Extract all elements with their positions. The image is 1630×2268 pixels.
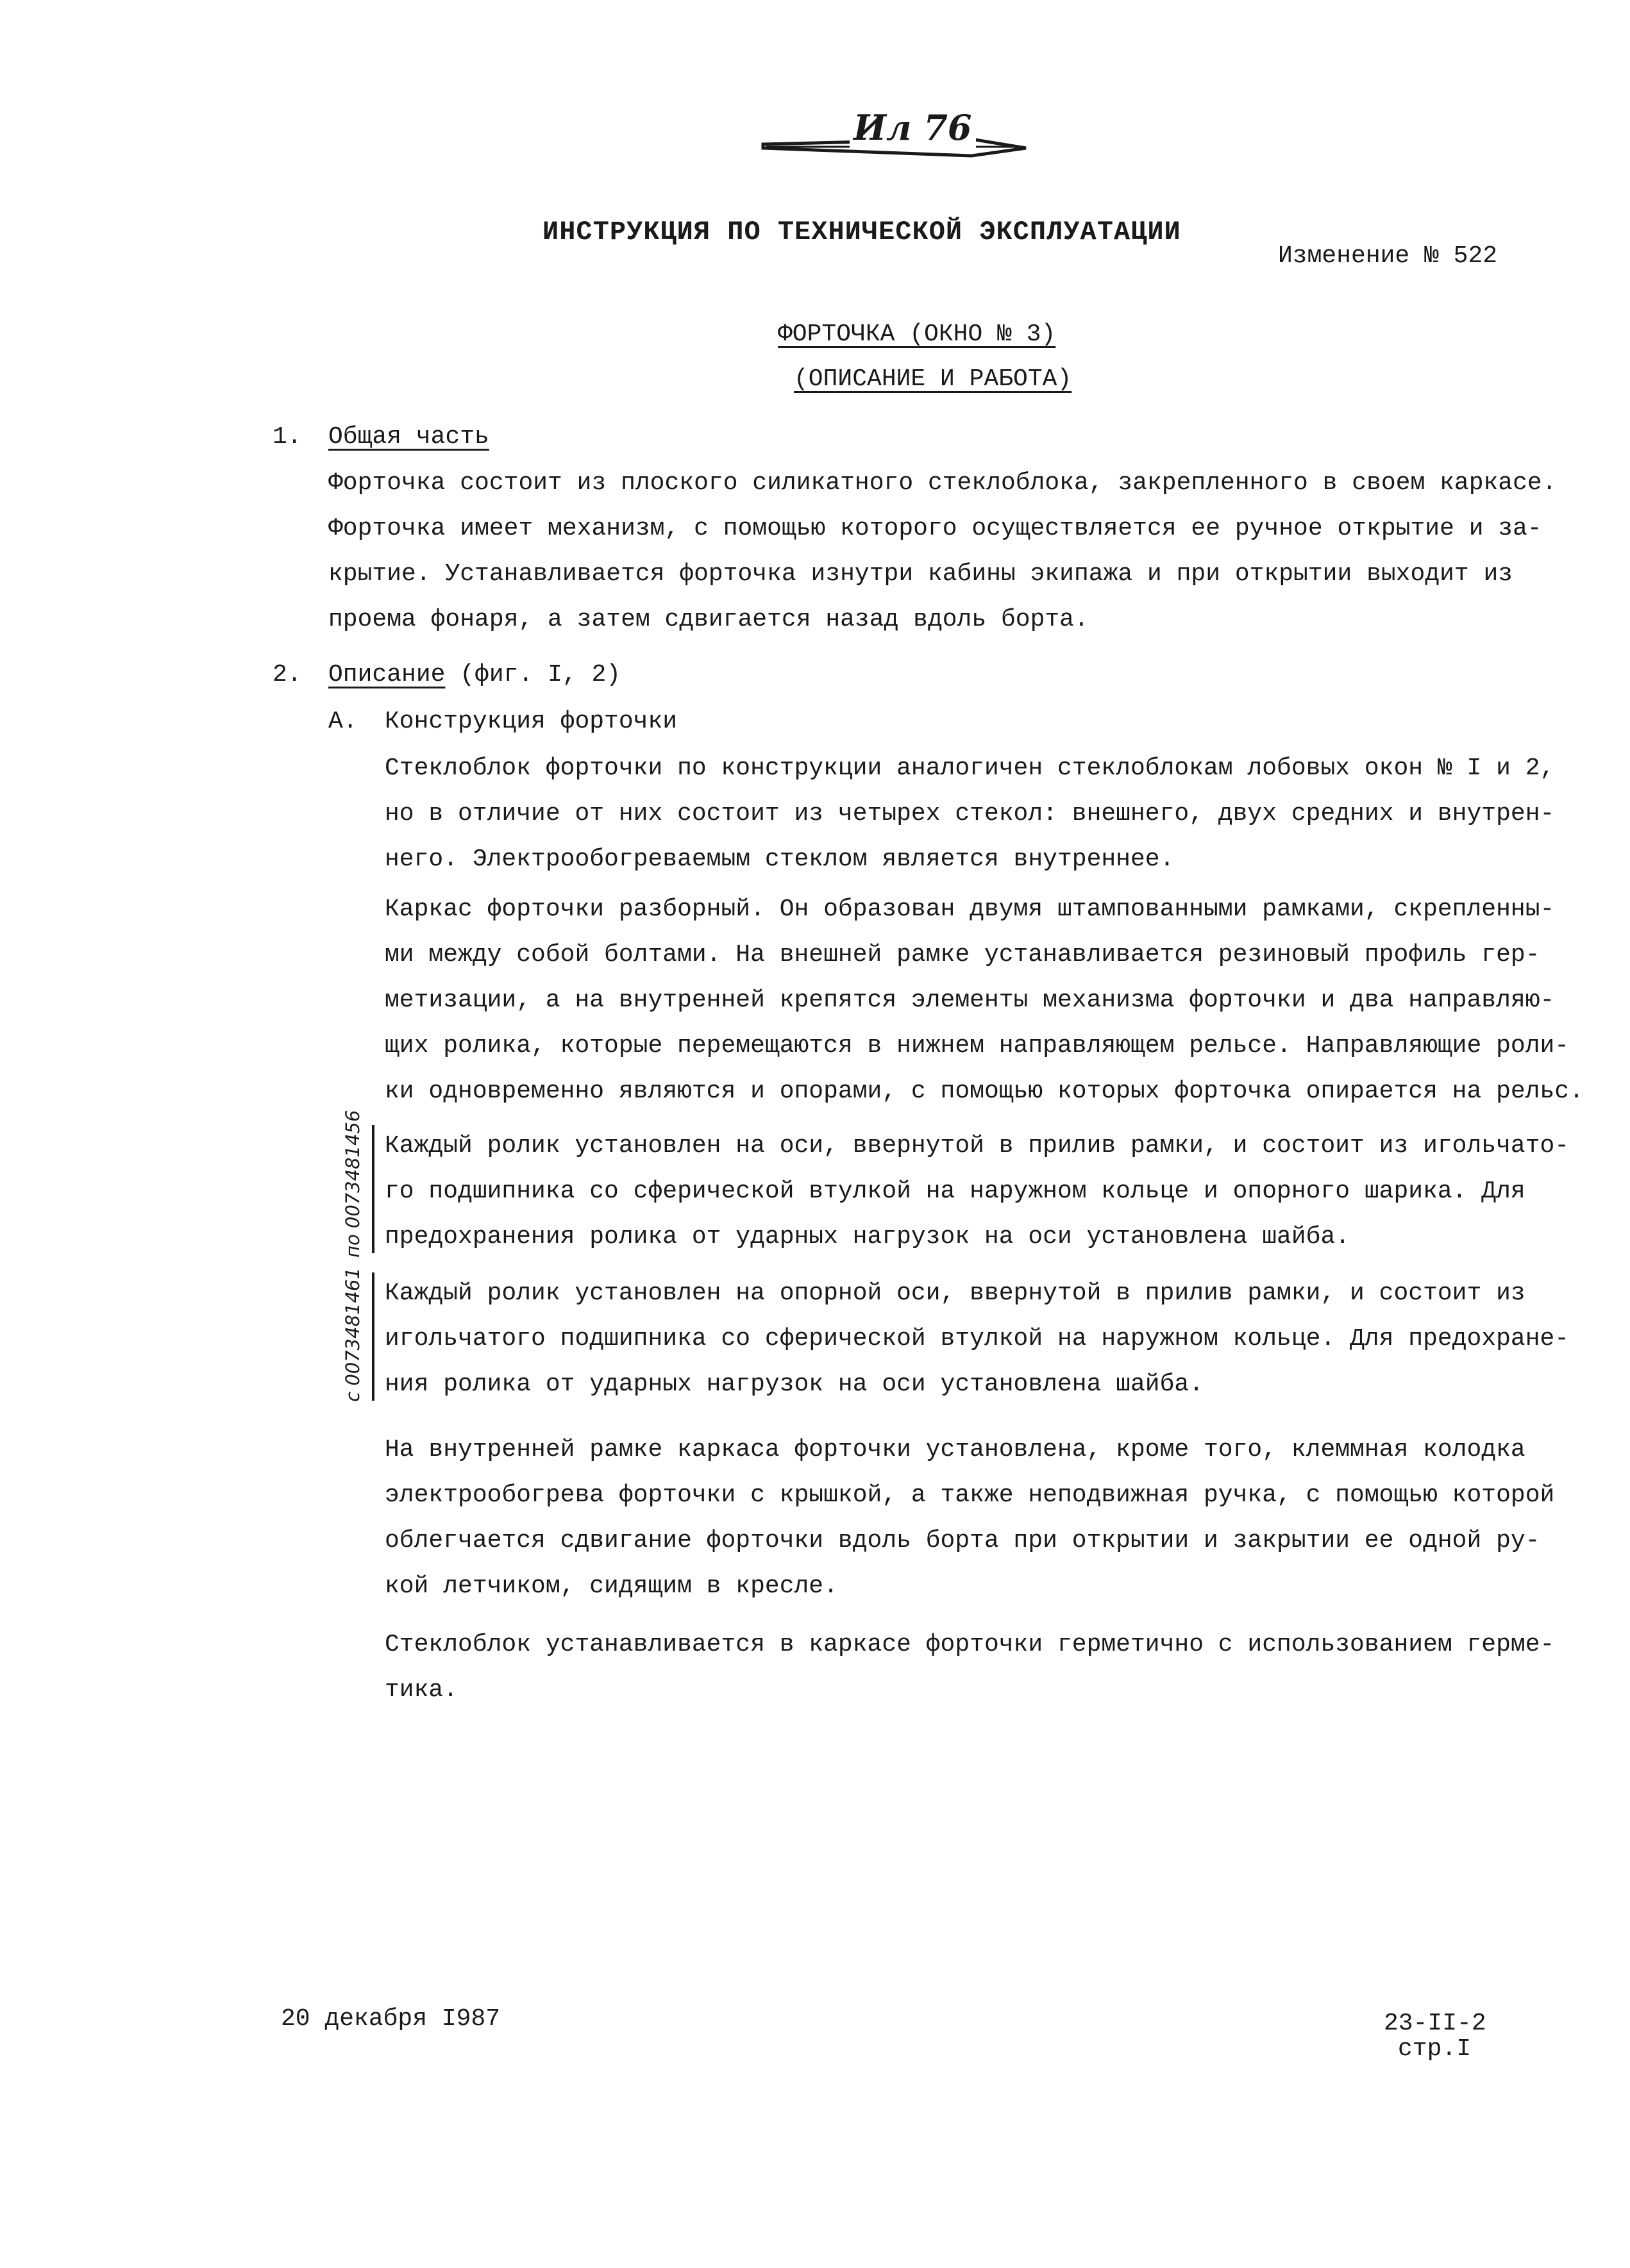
section2-heading-row xyxy=(328,661,621,688)
text-line: Каждый ролик установлен на опорной оси, ввернутой в прилив рамки, и состоит из xyxy=(385,1280,1525,1307)
text-line: облегчается сдвигание форточки вдоль борта при открытии и закрытии ее одной ру- xyxy=(385,1527,1540,1555)
footer-doc-code: 23-II-2 xyxy=(1384,2010,1486,2037)
change-number: Изменение № 522 xyxy=(1278,242,1498,270)
text-line: Форточка состоит из плоского силикатного стеклоблока, закрепленного в своем каркасе. xyxy=(328,469,1557,497)
effectivity-mark-until: по 0073481456 xyxy=(342,1110,364,1258)
section2-figure-ref: (фиг. I, 2) xyxy=(445,661,621,688)
section1-heading: Общая часть xyxy=(328,423,489,451)
text-line: Форточка имеет механизм, с помощью которого осуществляется ее ручное открытие и за- xyxy=(328,515,1542,542)
text-line: проема фонаря, а затем сдвигается назад вдоль борта. xyxy=(328,606,1089,633)
text-line: но в отличие от них состоит из четырех стекол: внешнего, двух средних и внутрен- xyxy=(385,800,1555,828)
doc-title-line1: ФОРТОЧКА (ОКНО № 3) xyxy=(778,321,1056,348)
footer-date: 20 декабря I987 xyxy=(281,2005,501,2033)
change-bar xyxy=(372,1125,374,1253)
text-line: Стеклоблок устанавливается в каркасе форточки герметично с использованием герме- xyxy=(385,1631,1555,1658)
section2-heading: Описание xyxy=(328,661,446,688)
text-line: игольчатого подшипника со сферической втулкой на наружном кольце. Для предохране- xyxy=(385,1325,1570,1353)
effectivity-mark-from: с 0073481461 xyxy=(342,1267,364,1402)
text-line: Каркас форточки разборный. Он образован двумя штампованными рамками, скрепленны- xyxy=(385,896,1555,923)
change-bar xyxy=(372,1272,374,1401)
paragraph-roller-new xyxy=(385,1271,1569,1407)
subsection-heading: Конструкция форточки xyxy=(385,708,678,735)
text-line: го подшипника со сферической втулкой на наружном кольце и опорного шарика. Для xyxy=(385,1178,1525,1205)
text-line: метизации, а на внутренней крепятся элементы механизма форточки и два направляю- xyxy=(385,987,1555,1014)
text-line: ми между собой болтами. На внешней рамке устанавливается резиновый профиль гер- xyxy=(385,941,1540,969)
paragraph-glass-block xyxy=(385,746,1554,882)
document-series-title: ИНСТРУКЦИЯ ПО ТЕХНИЧЕСКОЙ ЭКСПЛУАТАЦИИ xyxy=(542,217,1181,247)
footer-page-number: стр.I xyxy=(1398,2035,1472,2063)
handwritten-stamp xyxy=(760,106,1029,163)
text-line: ки одновременно являются и опорами, с помощью которых форточка опирается на рельс. xyxy=(385,1078,1584,1105)
paragraph-frame xyxy=(385,887,1584,1114)
text-line: крытие. Устанавливается форточка изнутри кабины экипажа и при открытии выходит из xyxy=(328,560,1513,588)
doc-title-line2: (ОПИСАНИЕ И РАБОТА) xyxy=(794,365,1072,393)
stamp-text: Ил 76 xyxy=(850,107,976,148)
section1-body xyxy=(328,460,1557,642)
text-line: тика. xyxy=(385,1676,458,1704)
text-line: предохранения ролика от ударных нагрузок на оси установлена шайба. xyxy=(385,1223,1350,1251)
text-line: Стеклоблок форточки по конструкции аналогичен стеклоблокам лобовых окон № I и 2, xyxy=(385,755,1555,782)
text-line: кой летчиком, сидящим в кресле. xyxy=(385,1572,838,1600)
section1-number: 1. xyxy=(273,423,302,451)
text-line: Каждый ролик установлен на оси, ввернутой в прилив рамки, и состоит из игольчато- xyxy=(385,1132,1570,1160)
paragraph-terminal-block xyxy=(385,1427,1554,1609)
subsection-letter: А. xyxy=(328,708,358,735)
section2-number: 2. xyxy=(273,661,302,688)
text-line: ния ролика от ударных нагрузок на оси установлена шайба. xyxy=(385,1371,1204,1398)
text-line: щих ролика, которые перемещаются в нижнем направляющем рельсе. Направляющие роли- xyxy=(385,1032,1570,1060)
text-line: электрообогрева форточки с крышкой, а также неподвижная ручка, с помощью которой xyxy=(385,1481,1555,1509)
text-line: На внутренней рамке каркаса форточки установлена, кроме того, клеммная колодка xyxy=(385,1436,1525,1463)
text-line: него. Электрообогреваемым стеклом является внутреннее. xyxy=(385,846,1175,873)
paragraph-roller-old xyxy=(385,1123,1569,1260)
paragraph-sealing xyxy=(385,1622,1554,1713)
